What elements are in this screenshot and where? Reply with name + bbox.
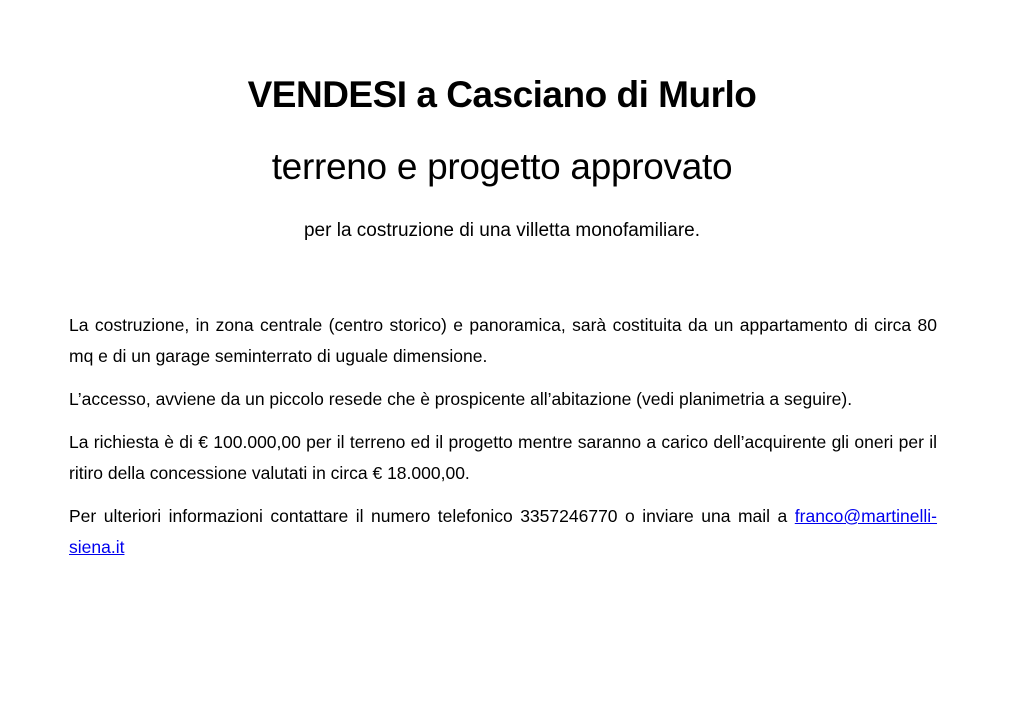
paragraph-price: La richiesta è di € 100.000,00 per il terreno ed il progetto mentre saranno a carico dell’acquirente gli oneri per il ritiro della concessione valutati in circa € 18.000,00. — [69, 432, 937, 483]
document-tagline: per la costruzione di una villetta monofamiliare. — [303, 220, 701, 241]
document-title: VENDESI a Casciano di Murlo — [247, 74, 757, 115]
document-body — [69, 310, 937, 575]
paragraph-access: L’accesso, avviene da un piccolo resede che è prospicente all’abitazione (vedi planimetria a seguire). — [69, 389, 853, 409]
contact-text: Per ulteriori informazioni contattare il numero telefonico 3357246770 o inviare una mail a — [69, 506, 788, 526]
email-link[interactable]: franco@martinelli-siena.it — [69, 506, 938, 557]
paragraph-description: La costruzione, in zona centrale (centro storico) e panoramica, sarà costituita da un appartamento di circa 80 mq e di un garage seminterrato di uguale dimensione. — [69, 315, 937, 366]
document-subtitle: terreno e progetto approvato — [271, 146, 733, 187]
paragraph-contact — [69, 501, 937, 563]
